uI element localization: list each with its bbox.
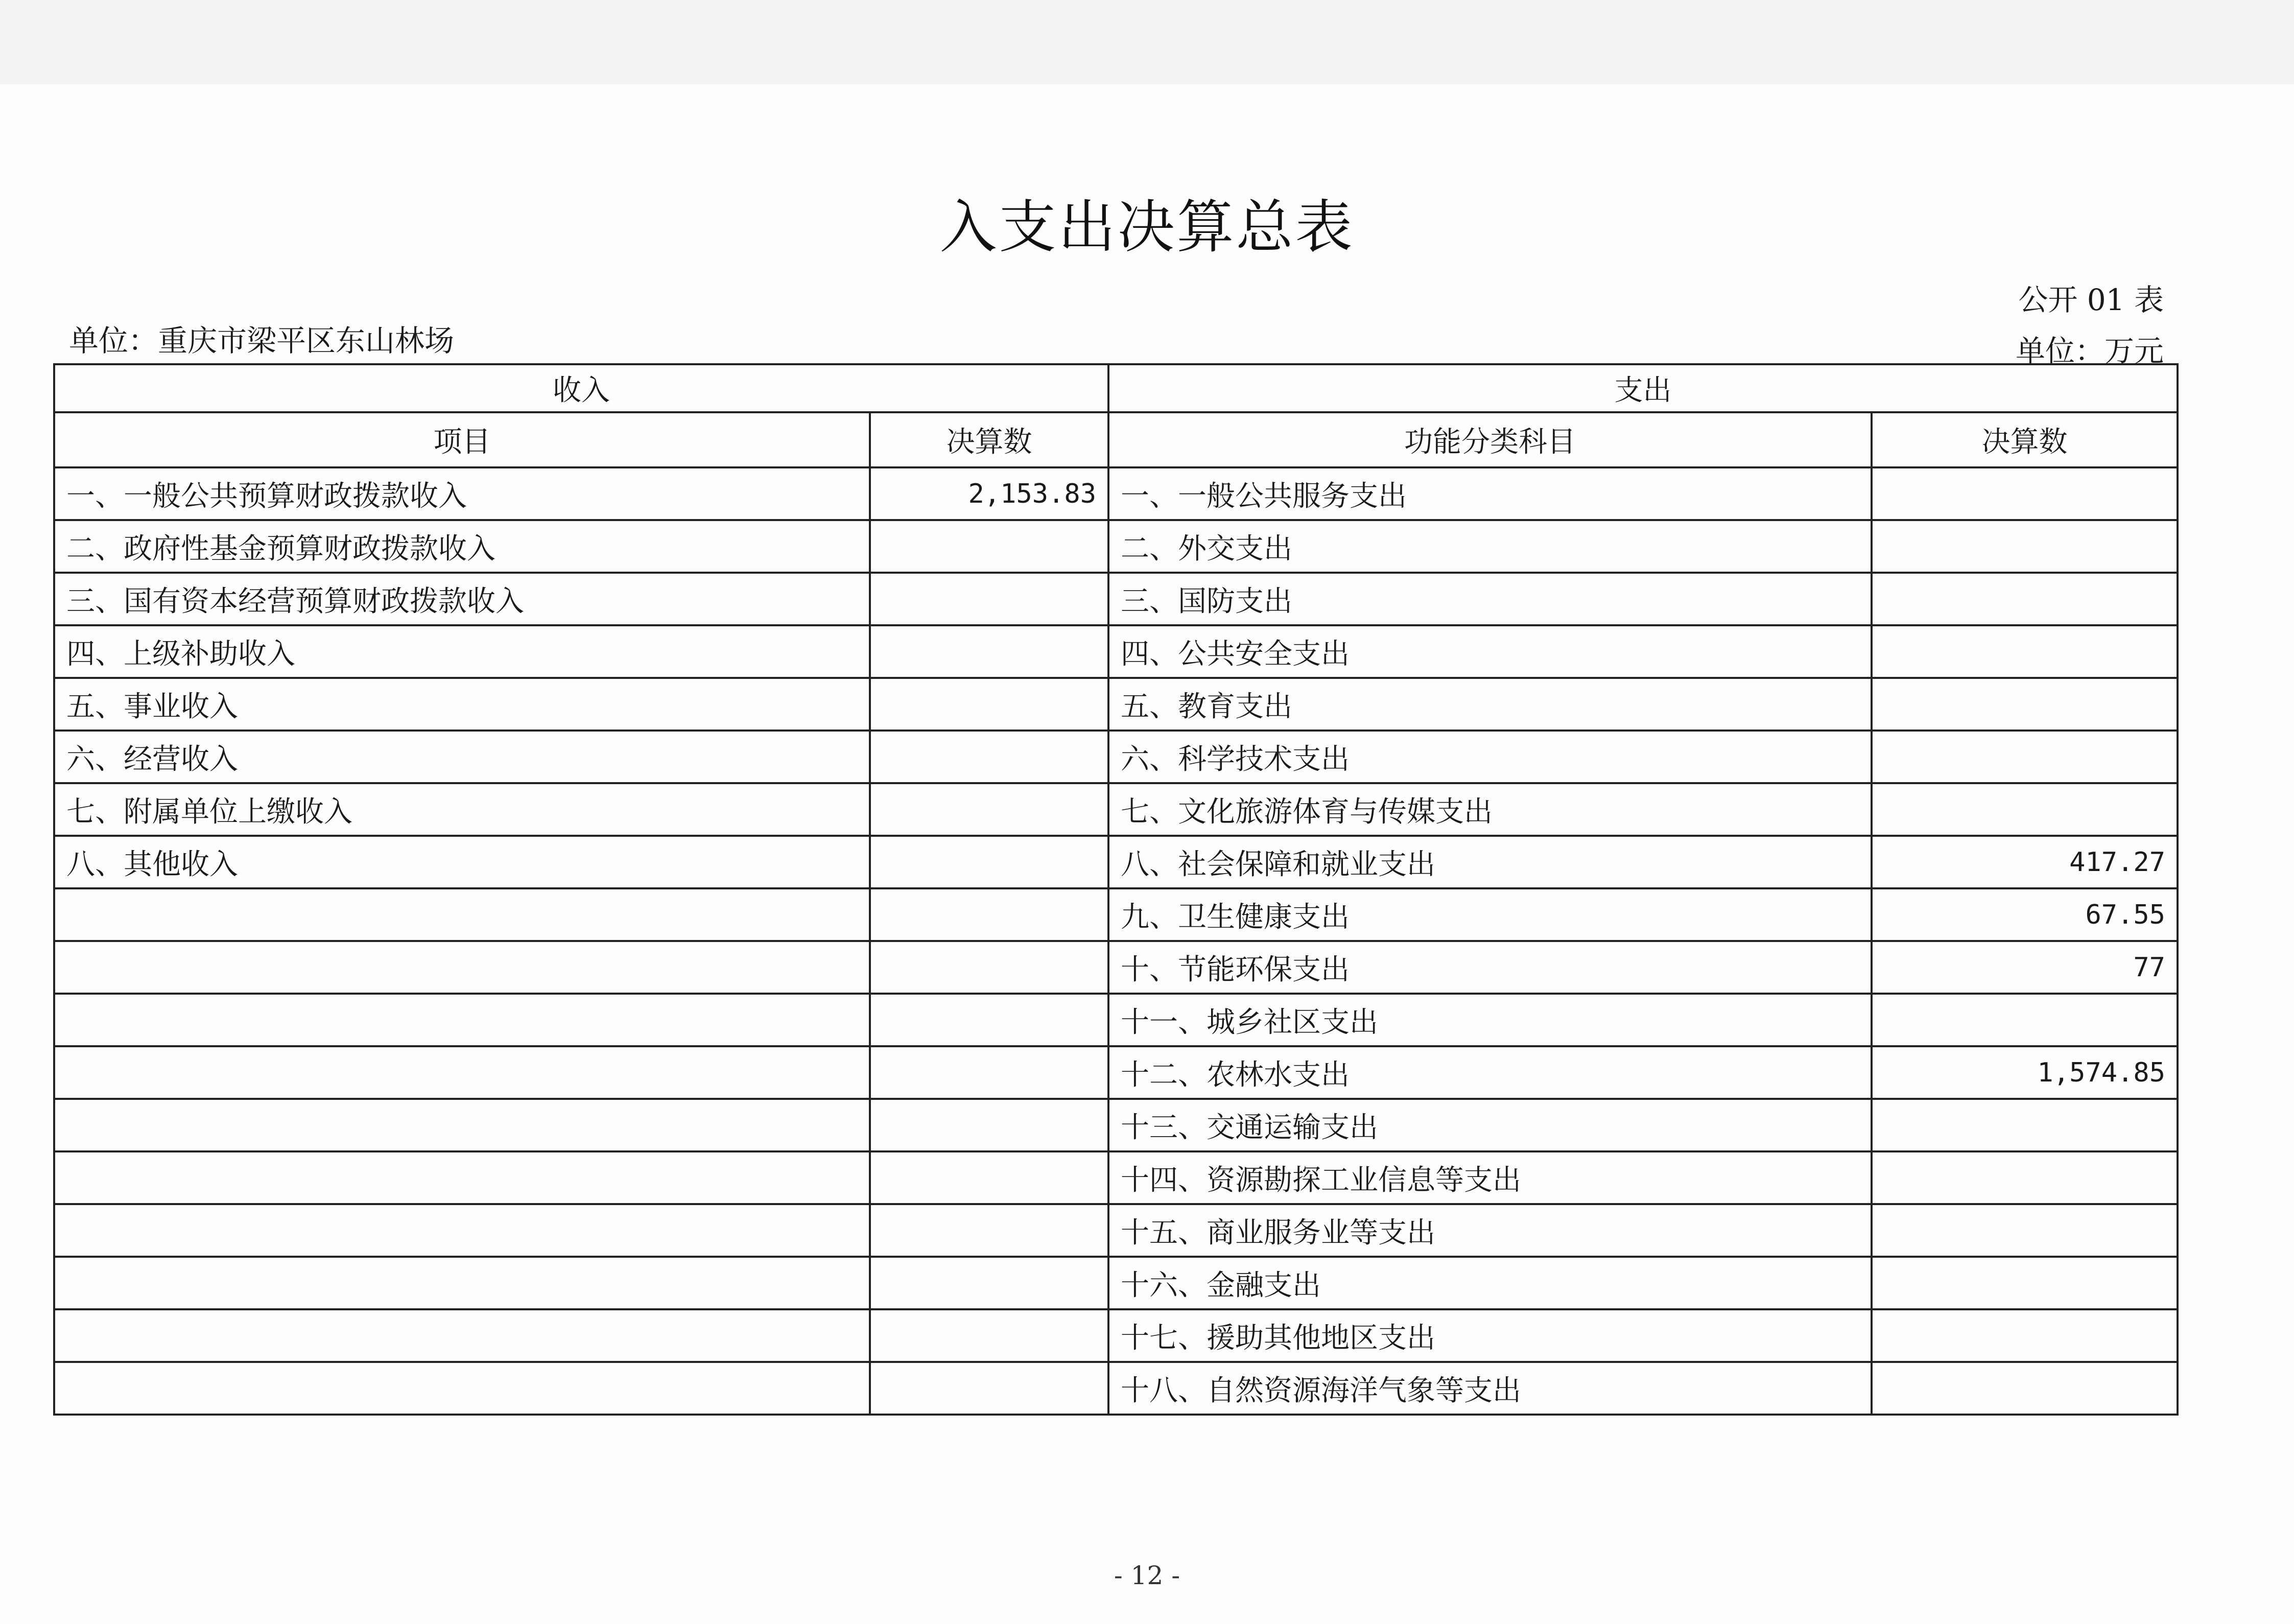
income-item: 六、经营收入 <box>54 731 870 783</box>
expense-item: 十八、自然资源海洋气象等支出 <box>1108 1362 1872 1415</box>
table-row <box>54 625 2178 678</box>
table-row <box>54 467 2178 520</box>
expense-amount <box>1872 783 2178 836</box>
income-item: 四、上级补助收入 <box>54 625 870 678</box>
page-title: 入支出决算总表 <box>939 194 1355 261</box>
expense-amount <box>1872 731 2178 783</box>
income-amount <box>870 1309 1108 1362</box>
expense-item: 一、一般公共服务支出 <box>1108 467 1872 520</box>
income-item <box>54 1204 870 1257</box>
income-item: 三、国有资本经营预算财政拨款收入 <box>54 573 870 625</box>
income-amount <box>870 783 1108 836</box>
income-amount <box>870 994 1108 1046</box>
expense-amount <box>1872 678 2178 731</box>
expense-amount: 77 <box>1872 941 2178 994</box>
table-row <box>54 1309 2178 1362</box>
expense-amount <box>1872 573 2178 625</box>
expense-amount: 67.55 <box>1872 888 2178 941</box>
expense-amount <box>1872 994 2178 1046</box>
unit-name: 单位：重庆市梁平区东山林场 <box>69 323 455 358</box>
expense-amount <box>1872 1151 2178 1204</box>
income-item <box>54 994 870 1046</box>
table-row <box>54 520 2178 573</box>
table-row <box>54 1204 2178 1257</box>
income-item <box>54 941 870 994</box>
income-item <box>54 1151 870 1204</box>
income-amount <box>870 573 1108 625</box>
expense-item: 二、外交支出 <box>1108 520 1872 573</box>
income-amount <box>870 941 1108 994</box>
income-item <box>54 888 870 941</box>
income-item: 一、一般公共预算财政拨款收入 <box>54 467 870 520</box>
income-amount <box>870 625 1108 678</box>
table-row <box>54 678 2178 731</box>
income-item: 五、事业收入 <box>54 678 870 731</box>
table-row <box>54 1257 2178 1309</box>
form-number: 公开 01 表 <box>2018 283 2164 317</box>
expense-item: 十三、交通运输支出 <box>1108 1099 1872 1151</box>
table-row <box>54 888 2178 941</box>
table-row <box>54 1046 2178 1099</box>
section-header-row <box>54 364 2178 412</box>
income-amount <box>870 888 1108 941</box>
page-number: - 12 - <box>1114 1561 1180 1590</box>
expense-item: 十四、资源勘探工业信息等支出 <box>1108 1151 1872 1204</box>
scan-top-band <box>0 0 2294 84</box>
expense-item: 四、公共安全支出 <box>1108 625 1872 678</box>
table-row <box>54 783 2178 836</box>
expense-amount <box>1872 520 2178 573</box>
expense-amount <box>1872 1309 2178 1362</box>
expense-item: 三、国防支出 <box>1108 573 1872 625</box>
table-row <box>54 994 2178 1046</box>
expense-amount <box>1872 625 2178 678</box>
expense-item: 五、教育支出 <box>1108 678 1872 731</box>
income-header: 收入 <box>54 364 1108 412</box>
expense-amount: 417.27 <box>1872 836 2178 888</box>
income-amount <box>870 1204 1108 1257</box>
expense-item: 十七、援助其他地区支出 <box>1108 1309 1872 1362</box>
income-amount <box>870 520 1108 573</box>
table-row <box>54 941 2178 994</box>
income-amount <box>870 1257 1108 1309</box>
income-item <box>54 1309 870 1362</box>
income-item: 二、政府性基金预算财政拨款收入 <box>54 520 870 573</box>
expense-item: 十、节能环保支出 <box>1108 941 1872 994</box>
expense-item: 十六、金融支出 <box>1108 1257 1872 1309</box>
column-header-row <box>54 412 2178 467</box>
table-row <box>54 1151 2178 1204</box>
income-amount <box>870 731 1108 783</box>
expense-header: 支出 <box>1108 364 2178 412</box>
income-amount <box>870 1362 1108 1415</box>
income-amount <box>870 678 1108 731</box>
income-item <box>54 1257 870 1309</box>
income-item <box>54 1099 870 1151</box>
expense-item: 十五、商业服务业等支出 <box>1108 1204 1872 1257</box>
expense-item: 十二、农林水支出 <box>1108 1046 1872 1099</box>
table-row <box>54 836 2178 888</box>
income-item <box>54 1046 870 1099</box>
income-item <box>54 1362 870 1415</box>
expense-amount <box>1872 467 2178 520</box>
expense-amount: 1,574.85 <box>1872 1046 2178 1099</box>
income-item: 七、附属单位上缴收入 <box>54 783 870 836</box>
table-row <box>54 573 2178 625</box>
column-header-function-category: 功能分类科目 <box>1108 412 1872 467</box>
expense-item: 六、科学技术支出 <box>1108 731 1872 783</box>
currency-unit: 单位：万元 <box>2015 334 2164 368</box>
income-amount <box>870 1099 1108 1151</box>
table-row <box>54 731 2178 783</box>
expense-amount <box>1872 1362 2178 1415</box>
column-header-item: 项目 <box>54 412 870 467</box>
income-amount <box>870 1151 1108 1204</box>
expense-amount <box>1872 1204 2178 1257</box>
column-header-amount: 决算数 <box>1872 412 2178 467</box>
expense-amount <box>1872 1099 2178 1151</box>
income-amount: 2,153.83 <box>870 467 1108 520</box>
table-row <box>54 1362 2178 1415</box>
expense-item: 十一、城乡社区支出 <box>1108 994 1872 1046</box>
expense-item: 七、文化旅游体育与传媒支出 <box>1108 783 1872 836</box>
expense-amount <box>1872 1257 2178 1309</box>
column-header-amount: 决算数 <box>870 412 1108 467</box>
income-amount <box>870 836 1108 888</box>
table-row <box>54 1099 2178 1151</box>
expense-item: 九、卫生健康支出 <box>1108 888 1872 941</box>
budget-summary-table <box>53 363 2179 1416</box>
income-item: 八、其他收入 <box>54 836 870 888</box>
expense-item: 八、社会保障和就业支出 <box>1108 836 1872 888</box>
income-amount <box>870 1046 1108 1099</box>
